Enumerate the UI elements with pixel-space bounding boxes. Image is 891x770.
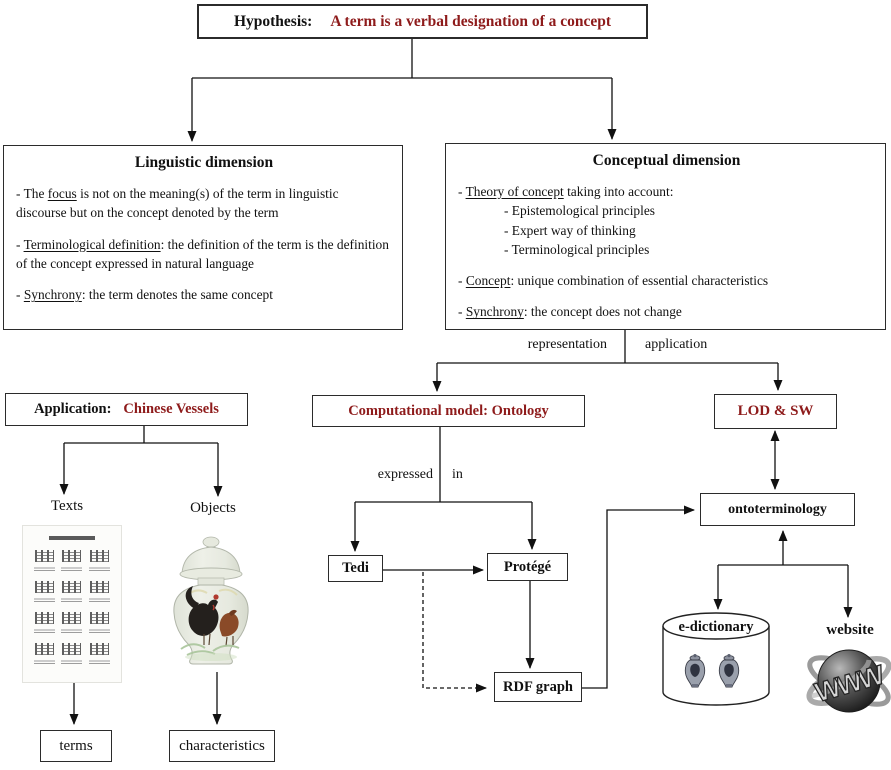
characteristics-label: characteristics [179,737,265,754]
texts-label: Texts [50,498,84,514]
terms-box [40,730,112,762]
conceptual-dimension-box [445,143,886,330]
computational-model-label: Computational model: Ontology [348,402,549,419]
edge-tedi-to-rdf-dashed [423,572,486,688]
page-text-cluster [31,612,58,633]
protege-label: Protégé [503,558,552,575]
tedi-label: Tedi [342,560,369,576]
conceptual-title: Conceptual dimension [592,152,741,169]
bullet-item: - Concept: unique combination of essential characteristics [458,273,769,289]
objects-label: Objects [190,500,236,516]
linguistic-dimension-box [3,145,403,330]
bullet-item: - The focus is not on the meaning(s) of the term in linguistic discourse but on the concept denoted by the term [16,186,339,221]
hypothesis-value: A term is a verbal designation of a concept [330,12,612,30]
protege-box [487,553,568,581]
hypothesis-label: Hypothesis: [233,12,313,30]
page-text-cluster [58,550,85,571]
www-text: WWW [811,660,885,708]
application-edge-label: application [645,337,708,352]
terms-label: terms [59,737,93,754]
application-label: Application: [34,401,112,417]
page-text-cluster [31,550,58,571]
application-value: Chinese Vessels [123,401,219,417]
application-box [5,393,248,426]
bullet-item: - Synchrony: the term denotes the same concept [16,287,273,303]
conceptual-bullets [458,182,875,322]
page-text-grid [31,550,113,664]
lod-sw-box [714,394,837,429]
page-text-cluster [31,643,58,664]
www-globe-icon [803,641,891,720]
page-title-mark [49,536,95,540]
sub-bullets: - Epistemological principles - Expert way of thinking - Terminological principles [504,203,655,257]
chinese-text-page-image [22,525,122,683]
page-text-cluster [31,581,58,602]
ontoterminology-box [700,493,855,526]
representation-edge-label: representation [527,337,607,352]
bullet-item: - Theory of concept taking into account: [458,184,674,199]
page-text-cluster [86,550,113,571]
bullet-item: - Synchrony: the concept does not change [458,304,682,320]
linguistic-title: Linguistic dimension [134,154,274,171]
page-text-cluster [58,643,85,664]
rdf-graph-box [494,672,582,702]
linguistic-bullets [16,184,392,304]
bullet-item: - Terminological definition: the definition of the term is the definition of the concept expressed in natural language [16,236,389,271]
lod-sw-label: LOD & SW [737,403,814,419]
hypothesis-box [197,4,648,39]
website-label: website [826,622,874,638]
e-dictionary-figure [660,612,773,709]
page-text-cluster [86,581,113,602]
chinese-vase-image [163,533,259,671]
e-dictionary-label: e-dictionary [678,619,754,635]
ontoterminology-label: ontoterminology [728,501,827,517]
in-edge-label: in [452,467,463,482]
page-text-cluster [86,643,113,664]
page-text-cluster [58,612,85,633]
expressed-edge-label: expressed [377,467,433,482]
page-text-cluster [86,612,113,633]
tedi-box [328,555,383,582]
computational-model-box [312,395,585,427]
rdf-graph-label: RDF graph [503,678,573,695]
page-text-cluster [58,581,85,602]
characteristics-box [169,730,275,762]
